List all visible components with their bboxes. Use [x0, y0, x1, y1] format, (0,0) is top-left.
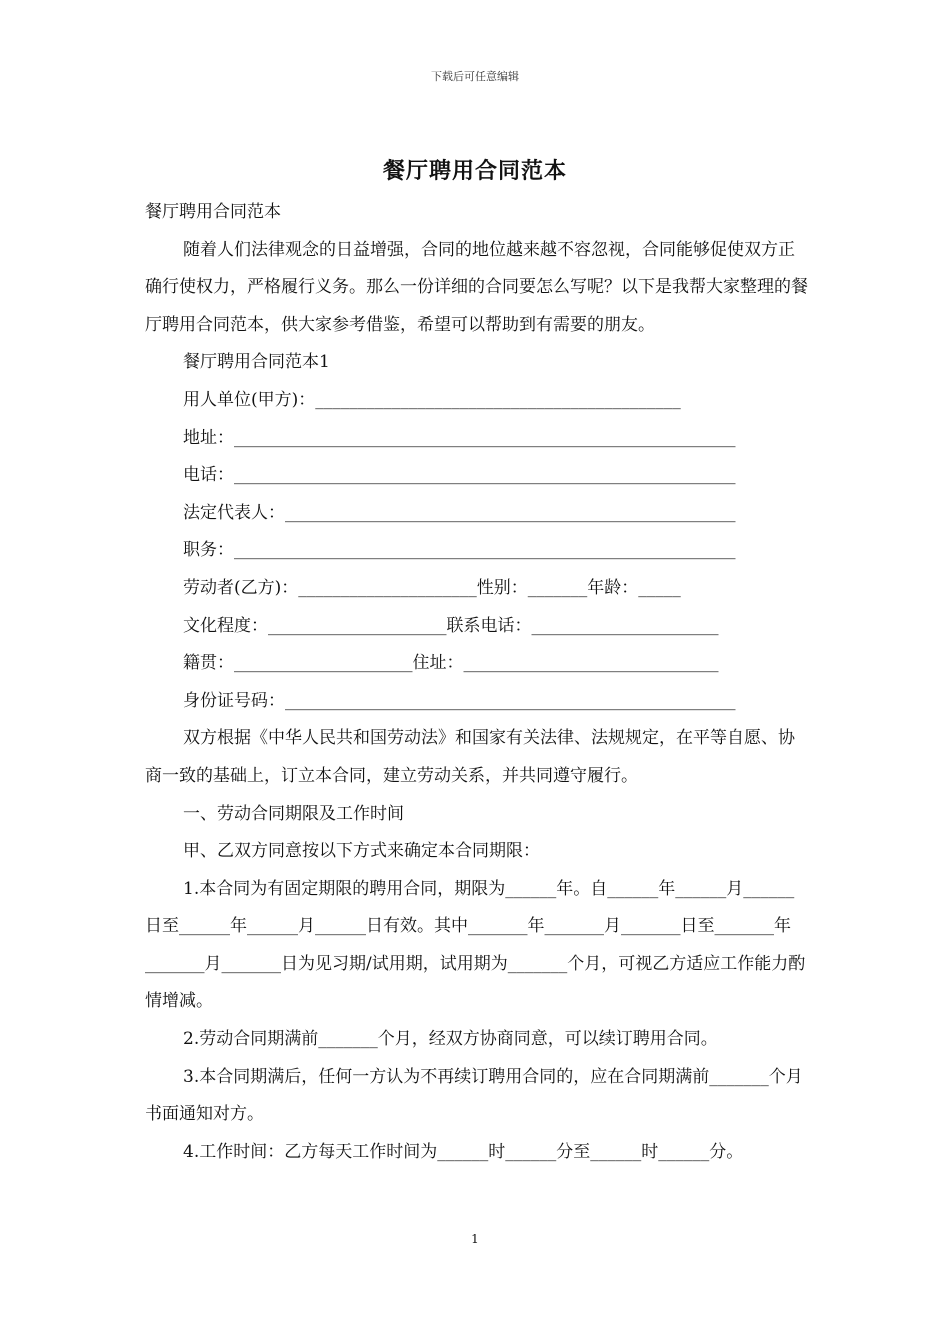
section-heading: 餐厅聘用合同范本1: [183, 352, 330, 373]
page-number: 1: [471, 1232, 479, 1246]
form-field-address: 地址：___________________________________________________________: [183, 427, 736, 448]
clause-item-2: 2.劳动合同期满前_______个月，经双方协商同意，可以续订聘用合同。: [183, 1029, 718, 1050]
form-field-legal-rep: 法定代表人：_____________________________________________________: [183, 502, 736, 523]
clause-item-4: 4.工作时间：乙方每天工作时间为______时______分至______时______分。: [183, 1141, 744, 1162]
document-body: [145, 194, 810, 1171]
form-field-position: 职务：___________________________________________________________: [183, 540, 736, 561]
form-field-phone: 电话：___________________________________________________________: [183, 465, 736, 486]
form-field-education: 文化程度：_____________________联系电话：______________________: [183, 615, 719, 636]
document-title: 餐厅聘用合同范本: [382, 158, 567, 184]
clause-item-1: 1.本合同为有固定期限的聘用合同，期限为______年。自______年______月______日至______年______月______日有效。其中_______年_______月_______日至_______年_______月_______日为见习期/试用期，试用期为_______个月，可视乙方适应工作能力酌情增减。: [145, 878, 806, 1012]
clause-item-3: 3.本合同期满后，任何一方认为不再续订聘用合同的，应在合同期满前_______个月书面通知对方。: [145, 1066, 803, 1125]
form-field-employee: 劳动者(乙方)：_____________________性别：_______年龄：_____: [183, 577, 681, 598]
intro-paragraph: 随着人们法律观念的日益增强，合同的地位越来越不容忽视，合同能够促使双方正确行使权力，严格履行义务。那么一份详细的合同要怎么写呢？以下是我帮大家整理的餐厅聘用合同范本，供大家参考借鉴，希望可以帮助到有需要的朋友。: [145, 239, 808, 335]
form-field-id-number: 身份证号码：_____________________________________________________: [183, 690, 736, 711]
form-field-origin: 籍贯：_____________________住址：______________________________: [183, 653, 719, 674]
agreement-paragraph: 双方根据《中华人民共和国劳动法》和国家有关法律、法规规定，在平等自愿、协商一致的基础上，订立本合同，建立劳动关系，并共同遵守履行。: [145, 728, 795, 786]
clause-intro: 甲、乙双方同意按以下方式来确定本合同期限：: [183, 841, 540, 862]
page-header-note: 下载后可任意编辑: [431, 70, 519, 83]
subtitle-line: 餐厅聘用合同范本: [145, 202, 281, 222]
clause-heading: 一、劳动合同期限及工作时间: [183, 803, 404, 824]
form-field-employer: 用人单位(甲方)：___________________________________________: [183, 389, 681, 410]
